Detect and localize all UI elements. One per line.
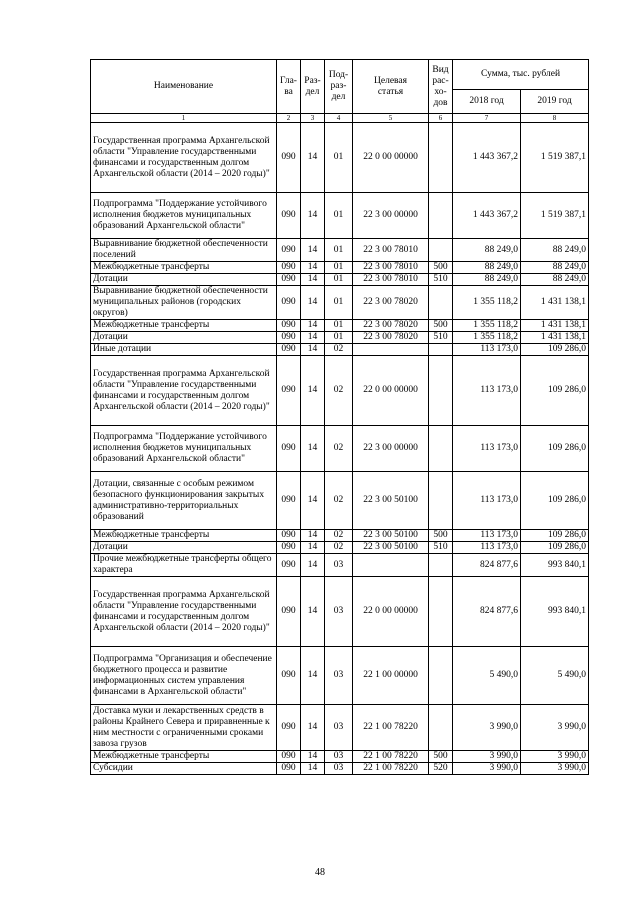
row-razdel: 14 xyxy=(301,705,325,751)
table-row xyxy=(91,262,589,274)
header-sum: Сумма, тыс. рублей xyxy=(453,60,589,90)
row-sum-2018: 824 877,6 xyxy=(453,554,521,577)
row-podrazdel: 02 xyxy=(325,472,353,530)
row-razdel: 14 xyxy=(301,426,325,472)
row-glava: 090 xyxy=(277,262,301,274)
table-row xyxy=(91,286,589,320)
row-podrazdel: 03 xyxy=(325,751,353,763)
row-sum-2019: 1 519 387,1 xyxy=(521,123,589,193)
row-sum-2019: 109 286,0 xyxy=(521,356,589,426)
column-index: 6 xyxy=(429,114,453,123)
row-target-article xyxy=(353,344,429,356)
row-sum-2018: 113 173,0 xyxy=(453,530,521,542)
row-sum-2018: 3 990,0 xyxy=(453,751,521,763)
row-name: Межбюджетные трансферты xyxy=(91,320,277,332)
row-sum-2019: 109 286,0 xyxy=(521,530,589,542)
row-expense-type xyxy=(429,239,453,262)
row-razdel: 14 xyxy=(301,239,325,262)
row-sum-2018: 88 249,0 xyxy=(453,239,521,262)
table-row xyxy=(91,542,589,554)
row-target-article: 22 3 00 00000 xyxy=(353,193,429,239)
row-target-article: 22 3 00 50100 xyxy=(353,542,429,554)
row-sum-2019: 1 431 138,1 xyxy=(521,320,589,332)
row-razdel: 14 xyxy=(301,332,325,344)
row-sum-2019: 3 990,0 xyxy=(521,705,589,751)
row-sum-2019: 109 286,0 xyxy=(521,344,589,356)
row-sum-2019: 993 840,1 xyxy=(521,554,589,577)
table-row xyxy=(91,705,589,751)
row-glava: 090 xyxy=(277,320,301,332)
row-podrazdel: 01 xyxy=(325,286,353,320)
column-index: 4 xyxy=(325,114,353,123)
row-glava: 090 xyxy=(277,332,301,344)
row-target-article: 22 1 00 00000 xyxy=(353,647,429,705)
row-sum-2018: 113 173,0 xyxy=(453,472,521,530)
row-expense-type: 510 xyxy=(429,542,453,554)
row-razdel: 14 xyxy=(301,542,325,554)
header-razdel: Раз- дел xyxy=(301,60,325,114)
column-index: 8 xyxy=(521,114,589,123)
column-index: 1 xyxy=(91,114,277,123)
row-name: Прочие межбюджетные трансферты общего характера xyxy=(91,554,277,577)
table-row xyxy=(91,239,589,262)
table-row xyxy=(91,751,589,763)
row-razdel: 14 xyxy=(301,274,325,286)
row-expense-type: 510 xyxy=(429,332,453,344)
row-sum-2019: 109 286,0 xyxy=(521,426,589,472)
row-target-article: 22 3 00 50100 xyxy=(353,472,429,530)
row-sum-2018: 113 173,0 xyxy=(453,344,521,356)
row-target-article: 22 3 00 78020 xyxy=(353,286,429,320)
row-expense-type xyxy=(429,356,453,426)
table-row xyxy=(91,356,589,426)
row-sum-2019: 1 519 387,1 xyxy=(521,193,589,239)
table-row xyxy=(91,472,589,530)
row-target-article: 22 0 00 00000 xyxy=(353,123,429,193)
row-glava: 090 xyxy=(277,286,301,320)
row-expense-type xyxy=(429,344,453,356)
row-name: Иные дотации xyxy=(91,344,277,356)
row-expense-type xyxy=(429,123,453,193)
row-glava: 090 xyxy=(277,554,301,577)
row-sum-2019: 5 490,0 xyxy=(521,647,589,705)
header-year-2019: 2019 год xyxy=(521,90,589,114)
table-row xyxy=(91,426,589,472)
row-podrazdel: 01 xyxy=(325,274,353,286)
row-expense-type xyxy=(429,426,453,472)
row-name: Дотации, связанные с особым режимом безопасного функционирования закрытых административно-территориальных образований xyxy=(91,472,277,530)
header-expense-type: Вид рас- хо- дов xyxy=(429,60,453,114)
row-podrazdel: 03 xyxy=(325,577,353,647)
row-sum-2019: 88 249,0 xyxy=(521,239,589,262)
row-sum-2018: 3 990,0 xyxy=(453,705,521,751)
table-row xyxy=(91,647,589,705)
row-name: Дотации xyxy=(91,332,277,344)
row-podrazdel: 03 xyxy=(325,705,353,751)
page-number: 48 xyxy=(315,867,325,878)
row-podrazdel: 02 xyxy=(325,344,353,356)
row-razdel: 14 xyxy=(301,472,325,530)
table-row xyxy=(91,530,589,542)
row-target-article: 22 0 00 00000 xyxy=(353,577,429,647)
row-name: Межбюджетные трансферты xyxy=(91,262,277,274)
row-name: Дотации xyxy=(91,274,277,286)
row-name: Государственная программа Архангельской области "Управление государственными финансами и государственным долгом Архангельской области (2014 – 2020 годы)" xyxy=(91,356,277,426)
row-expense-type: 500 xyxy=(429,751,453,763)
table-row xyxy=(91,554,589,577)
row-target-article: 22 3 00 78010 xyxy=(353,274,429,286)
row-razdel: 14 xyxy=(301,193,325,239)
row-sum-2019: 1 431 138,1 xyxy=(521,286,589,320)
column-index: 7 xyxy=(453,114,521,123)
row-glava: 090 xyxy=(277,472,301,530)
row-sum-2018: 113 173,0 xyxy=(453,356,521,426)
row-podrazdel: 03 xyxy=(325,647,353,705)
header-year-2018: 2018 год xyxy=(453,90,521,114)
table-row xyxy=(91,274,589,286)
row-podrazdel: 01 xyxy=(325,320,353,332)
column-index: 3 xyxy=(301,114,325,123)
row-sum-2019: 993 840,1 xyxy=(521,577,589,647)
row-sum-2018: 113 173,0 xyxy=(453,426,521,472)
row-expense-type: 500 xyxy=(429,320,453,332)
row-podrazdel: 01 xyxy=(325,193,353,239)
row-glava: 090 xyxy=(277,705,301,751)
row-sum-2018: 824 877,6 xyxy=(453,577,521,647)
row-target-article: 22 3 00 78010 xyxy=(353,262,429,274)
row-razdel: 14 xyxy=(301,262,325,274)
row-name: Подпрограмма "Поддержание устойчивого исполнения бюджетов муниципальных образований Архангельской области" xyxy=(91,193,277,239)
row-sum-2019: 88 249,0 xyxy=(521,262,589,274)
row-podrazdel: 01 xyxy=(325,123,353,193)
row-razdel: 14 xyxy=(301,356,325,426)
row-sum-2019: 1 431 138,1 xyxy=(521,332,589,344)
row-name: Государственная программа Архангельской области "Управление государственными финансами и государственным долгом Архангельской области (2014 – 2020 годы)" xyxy=(91,577,277,647)
table-row xyxy=(91,344,589,356)
row-sum-2018: 1 443 367,2 xyxy=(453,193,521,239)
row-sum-2018: 88 249,0 xyxy=(453,274,521,286)
row-target-article: 22 0 00 00000 xyxy=(353,356,429,426)
row-sum-2018: 88 249,0 xyxy=(453,262,521,274)
row-target-article: 22 3 00 78020 xyxy=(353,320,429,332)
row-expense-type: 510 xyxy=(429,274,453,286)
row-target-article: 22 3 00 00000 xyxy=(353,426,429,472)
row-sum-2019: 88 249,0 xyxy=(521,274,589,286)
row-target-article xyxy=(353,554,429,577)
row-expense-type xyxy=(429,705,453,751)
row-glava: 090 xyxy=(277,356,301,426)
row-sum-2018: 1 355 118,2 xyxy=(453,286,521,320)
row-razdel: 14 xyxy=(301,320,325,332)
row-expense-type xyxy=(429,286,453,320)
row-name: Субсидии xyxy=(91,763,277,775)
header-podrazdel: Под- раз- дел xyxy=(325,60,353,114)
row-razdel: 14 xyxy=(301,647,325,705)
row-target-article: 22 1 00 78220 xyxy=(353,751,429,763)
row-glava: 090 xyxy=(277,530,301,542)
row-podrazdel: 03 xyxy=(325,554,353,577)
row-target-article: 22 1 00 78220 xyxy=(353,705,429,751)
row-target-article: 22 3 00 78010 xyxy=(353,239,429,262)
row-podrazdel: 02 xyxy=(325,426,353,472)
table-row xyxy=(91,763,589,775)
row-podrazdel: 02 xyxy=(325,356,353,426)
row-sum-2018: 1 443 367,2 xyxy=(453,123,521,193)
row-expense-type: 500 xyxy=(429,530,453,542)
row-sum-2019: 109 286,0 xyxy=(521,542,589,554)
row-target-article: 22 3 00 50100 xyxy=(353,530,429,542)
column-index: 2 xyxy=(277,114,301,123)
row-podrazdel: 01 xyxy=(325,239,353,262)
row-expense-type: 520 xyxy=(429,763,453,775)
row-glava: 090 xyxy=(277,123,301,193)
row-name: Дотации xyxy=(91,542,277,554)
row-name: Государственная программа Архангельской области "Управление государственными финансами и государственным долгом Архангельской области (2014 – 2020 годы)" xyxy=(91,123,277,193)
row-glava: 090 xyxy=(277,577,301,647)
table-row xyxy=(91,123,589,193)
row-expense-type xyxy=(429,577,453,647)
row-razdel: 14 xyxy=(301,344,325,356)
row-expense-type xyxy=(429,472,453,530)
column-index-row xyxy=(91,114,589,123)
row-sum-2018: 1 355 118,2 xyxy=(453,320,521,332)
row-name: Подпрограмма "Поддержание устойчивого исполнения бюджетов муниципальных образований Архангельской области" xyxy=(91,426,277,472)
table-row xyxy=(91,193,589,239)
row-razdel: 14 xyxy=(301,530,325,542)
row-expense-type: 500 xyxy=(429,262,453,274)
row-podrazdel: 01 xyxy=(325,262,353,274)
row-name: Подпрограмма "Организация и обеспечение бюджетного процесса и развитие информационных систем управления финансами в Архангельской области" xyxy=(91,647,277,705)
row-name: Межбюджетные трансферты xyxy=(91,751,277,763)
row-name: Межбюджетные трансферты xyxy=(91,530,277,542)
row-name: Выравнивание бюджетной обеспеченности муниципальных районов (городских округов) xyxy=(91,286,277,320)
row-podrazdel: 02 xyxy=(325,530,353,542)
row-sum-2018: 3 990,0 xyxy=(453,763,521,775)
header-name: Наименование xyxy=(91,60,277,114)
row-glava: 090 xyxy=(277,763,301,775)
budget-table xyxy=(90,59,589,775)
row-razdel: 14 xyxy=(301,577,325,647)
row-target-article: 22 3 00 78020 xyxy=(353,332,429,344)
table-row xyxy=(91,577,589,647)
row-name: Доставка муки и лекарственных средств в районы Крайнего Севера и приравненные к ним местности с ограниченными сроками завоза грузов xyxy=(91,705,277,751)
row-glava: 090 xyxy=(277,193,301,239)
table-body xyxy=(91,123,589,775)
row-glava: 090 xyxy=(277,274,301,286)
row-sum-2018: 1 355 118,2 xyxy=(453,332,521,344)
column-index: 5 xyxy=(353,114,429,123)
row-podrazdel: 02 xyxy=(325,542,353,554)
row-expense-type xyxy=(429,647,453,705)
row-glava: 090 xyxy=(277,239,301,262)
table-row xyxy=(91,320,589,332)
table-row xyxy=(91,332,589,344)
row-glava: 090 xyxy=(277,751,301,763)
row-razdel: 14 xyxy=(301,554,325,577)
row-glava: 090 xyxy=(277,426,301,472)
row-podrazdel: 03 xyxy=(325,763,353,775)
header-glava: Гла- ва xyxy=(277,60,301,114)
row-name: Выравнивание бюджетной обеспеченности поселений xyxy=(91,239,277,262)
row-razdel: 14 xyxy=(301,763,325,775)
row-target-article: 22 1 00 78220 xyxy=(353,763,429,775)
row-razdel: 14 xyxy=(301,286,325,320)
row-sum-2018: 113 173,0 xyxy=(453,542,521,554)
row-sum-2019: 109 286,0 xyxy=(521,472,589,530)
row-razdel: 14 xyxy=(301,123,325,193)
row-expense-type xyxy=(429,554,453,577)
row-expense-type xyxy=(429,193,453,239)
row-glava: 090 xyxy=(277,647,301,705)
budget-table-container xyxy=(90,59,588,775)
header-target-article: Целевая статья xyxy=(353,60,429,114)
row-glava: 090 xyxy=(277,542,301,554)
row-sum-2019: 3 990,0 xyxy=(521,751,589,763)
row-sum-2019: 3 990,0 xyxy=(521,763,589,775)
row-glava: 090 xyxy=(277,344,301,356)
row-podrazdel: 01 xyxy=(325,332,353,344)
row-razdel: 14 xyxy=(301,751,325,763)
row-sum-2018: 5 490,0 xyxy=(453,647,521,705)
